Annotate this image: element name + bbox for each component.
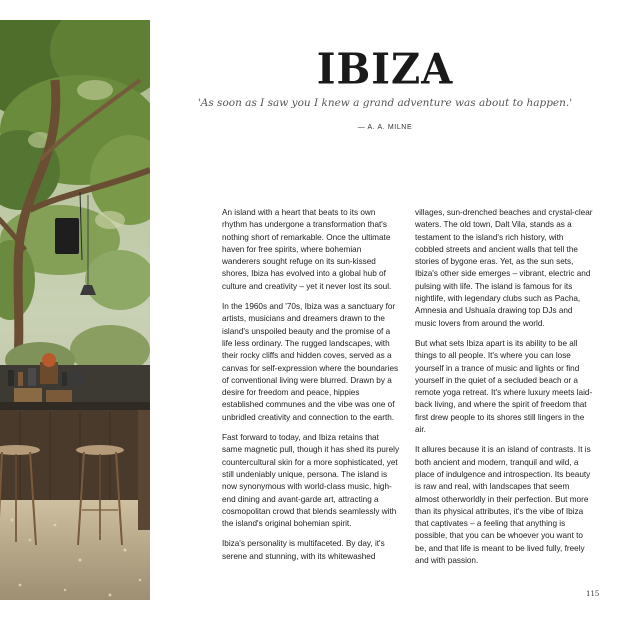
page-number: 115 xyxy=(586,590,600,598)
outdoor-bar-photo xyxy=(0,20,150,600)
photo-illustration xyxy=(0,20,150,600)
paragraph: It allures because it is an island of contrasts. It is both ancient and modern, tranquil and wild, a place of indulgence and introspection. Its beauty is raw and real, with landscapes that seem almost otherworldly in their perfection. But more than its physical attributes, it's the vibe of Ibiza that captivates – a feeling that anything is possible, that you can be whoever you want to be, and that life is meant to be lived fully, freely and with passion. xyxy=(415,445,591,566)
paragraph: Ibiza's personality is multifaceted. By day, it's serene and stunning, with its whitewashed xyxy=(222,539,385,561)
quote-attribution: — A. A. MILNE xyxy=(357,124,413,131)
paragraph: An island with a heart that beats to its own rhythm has undergone a transformation that's nothing short of remarkable. Once the ultimate haven for free spirits, where bohemian wanderers sought refuge on its sun-kissed shores, Ibiza has evolved into a global hub of culture and creativity – yet it never lost its soul. xyxy=(222,208,392,291)
article-title: IBIZA xyxy=(316,44,454,95)
paragraph: But what sets Ibiza apart is its ability to be all things to all people. It's where you can lose yourself in a trance of music and lights or find yourself in the quiet of a secluded beach or a remote yoga retreat. It's where luxury meets laid-back living, and where the spirit of freedom that first drew people to its shores still lingers in the air. xyxy=(415,338,593,435)
paragraph: villages, sun-drenched beaches and crystal-clear waters. The old town, Dalt Vila, stands as a testament to the island's rich history, with cobbled streets and ancient walls that tell the stories of bygone eras. Yet, as the sun sets, Ibiza's other side emerges – vibrant, electric and pulsing with life. The island is famous for its nightlife, with legendary clubs such as Pacha, Amnesia and Ushuaïa drawing top DJs and music lovers from around the world. xyxy=(415,208,593,328)
epigraph-quote: 'As soon as I saw you I knew a grand adventure was about to happen.' xyxy=(197,97,573,109)
paragraph: Fast forward to today, and Ibiza retains that same magnetic pull, though it has shed its purely countercultural skin for a more sophisticated, yet still undeniably unique, persona. The island is now synonymous with world-class music, high-end dining and avant-garde art, attracting a cosmopolitan crowd that blends seamlessly with the island's original bohemian spirit. xyxy=(222,433,400,529)
text-column-left xyxy=(222,207,400,571)
text-column-right xyxy=(415,207,593,575)
paragraph: In the 1960s and '70s, Ibiza was a sanctuary for artists, musicians and dreamers drawn to the island's unspoiled beauty and the promise of a life less ordinary. The rugged landscapes, with their rocky cliffs and hidden coves, served as a canvas for self-expression where the boundaries of conventional living were blurred. Drawn by a desire for freedom and peace, hippies established communes and the vibe was one of unbridled creativity and connection to the earth. xyxy=(222,302,399,422)
